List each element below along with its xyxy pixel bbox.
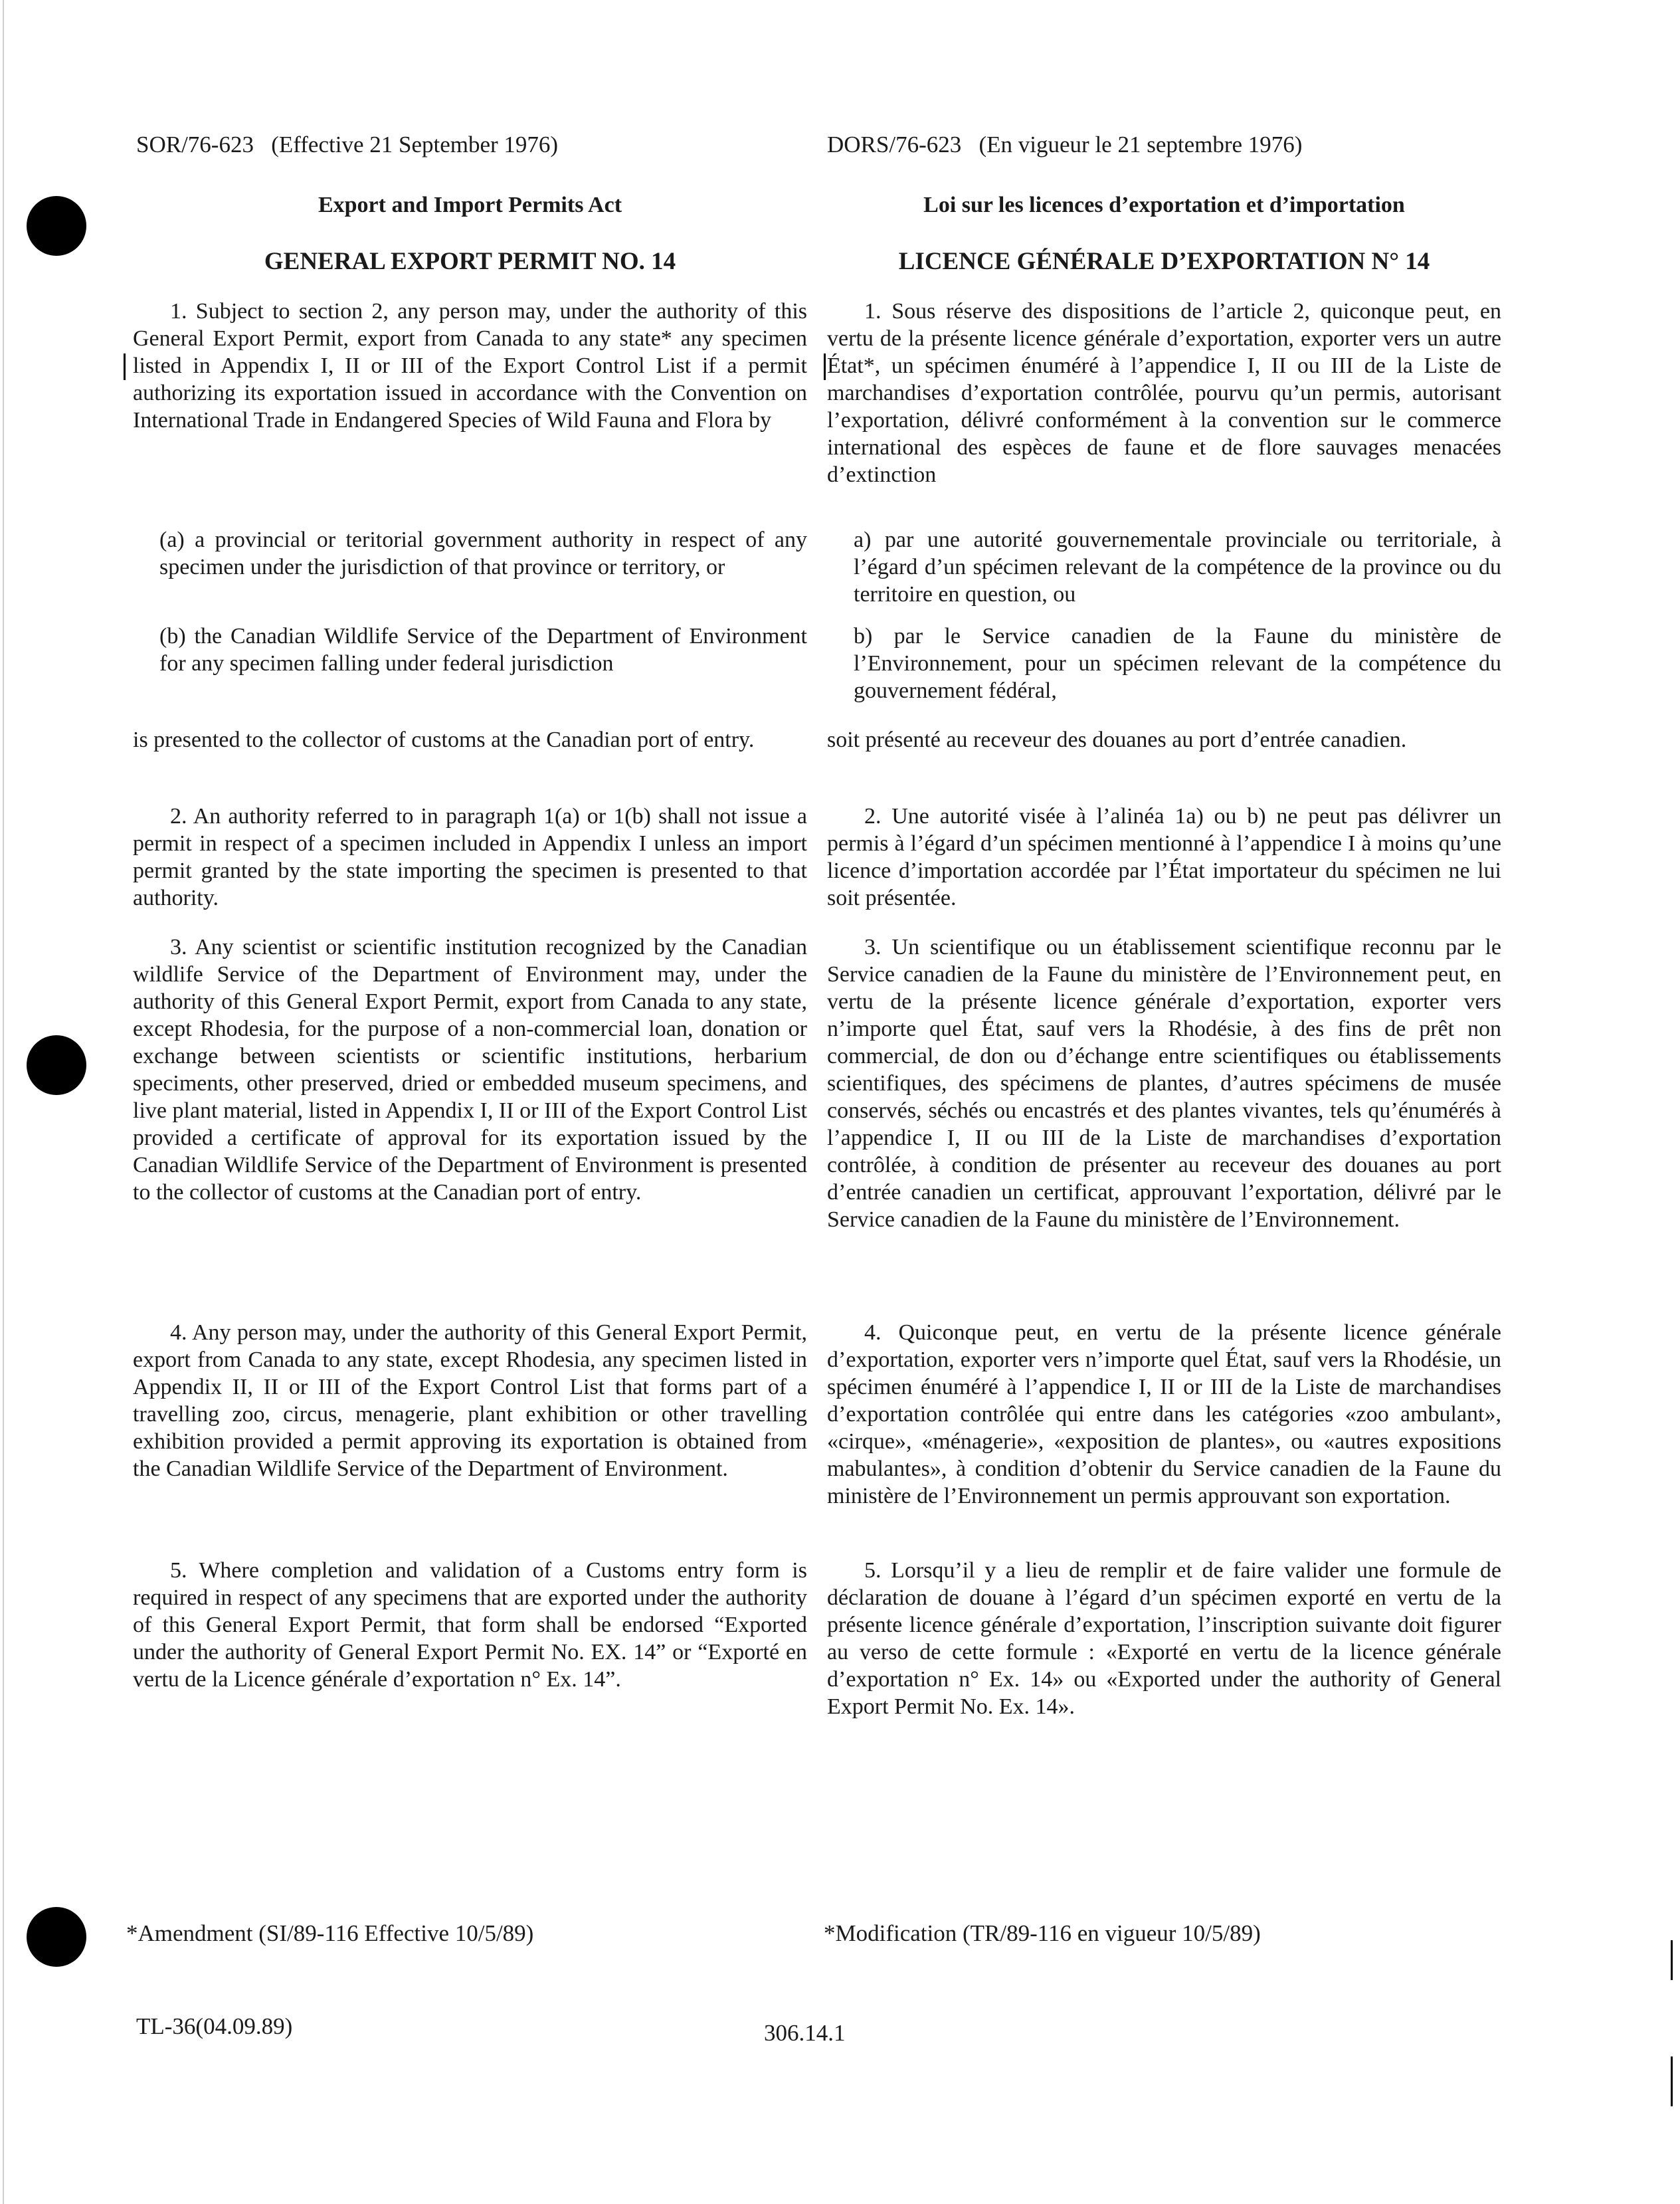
section-1a-fr: a) par une autorité gouvernementale provinciale ou territoriale, à l’égard d’un spécimen relevant de la compétence de la province ou du territoire en question, ou bbox=[854, 528, 1501, 607]
section-1-en: 1. Subject to section 2, any person may, under the authority of this General Export Permit, export from Canada to any state* any specimen listed in Appendix I, II or III of the Export Control List if a permit authorizing its exportation issued in accordance with the Convention on International Trade in Endangered Species of Wild Fauna and Flora by bbox=[133, 299, 807, 433]
release-code: TL-36(04.09.89) bbox=[136, 2013, 293, 2039]
section-3-en: 3. Any scientist or scientific institution recognized by the Canadian wildlife Service of the Department of Environment may, under the authority of this General Export Permit, export from Canada to any state, except Rhodesia, for the purpose of a non-commercial loan, donation or exchange between scientists or scientific institutions, herbarium speciments, other preserved, dried or embedded museum specimens, and live plant material, listed in Appendix I, II or III of the Export Control List provided a certificate of approval for its exportation issued by the Canadian Wildlife Service of the Department of Environment is presented to the collector of customs at the Canadian port of entry. bbox=[133, 935, 807, 1205]
page-number: 306.14.1 bbox=[764, 2020, 846, 2046]
revision-bar-fr bbox=[824, 353, 826, 380]
section-1a-en: (a) a provincial or teritorial government authority in respect of any specimen under the jurisdiction of that province or territory, or bbox=[159, 528, 807, 579]
section-5-fr: 5. Lorsqu’il y a lieu de remplir et de faire valider une formule de déclaration de douane à l’égard d’un spécimen exporté en vertu de la présente licence générale d’exportation, l’inscription suivante doit figurer au verso de cette formule : «Exporté en vertu de la licence générale d’exportation n° Ex. 14» ou «Exported under the authority of General Export Permit No. Ex. 14». bbox=[827, 1558, 1501, 1719]
section-5-en: 5. Where completion and validation of a Customs entry form is required in respect of any specimens that are exported under the authority of this General Export Permit, that form shall be endorsed “Exported under the authority of General Export Permit No. EX. 14” or “Exporté en vertu de la Licence générale d’exportation n° Ex. 14”. bbox=[133, 1558, 807, 1692]
section-1-fr: 1. Sous réserve des dispositions de l’article 2, quiconque peut, en vertu de la présente licence générale d’exportation, exporter vers un autre État*, un spécimen énuméré à l’appendice I, II ou III de la Liste de marchandises d’exportation contrôlée, pourvu qu’un permis, autorisant l’exportation, délivré conformément à la convention sur le commerce international des espèces de faune et de flore sauvages menacées d’extinction bbox=[827, 299, 1501, 487]
binder-hole-middle bbox=[27, 1035, 86, 1095]
section-3-fr: 3. Un scientifique ou un établissement scientifique reconnu par le Service canadien de la Faune du ministère de l’Environnement peut, en vertu de la présente licence générale d’exportation, exporter vers n’importe quel État, sauf vers la Rhodésie, à des fins de prêt non commercial, de don ou d’échange entre scientifiques ou établissements scientifiques, des spécimens de plantes, d’autres spécimens de musée conservés, séchés ou encastrés et des plantes vivantes, tels qu’énumérés à l’appendice I, II ou III de la Liste de marchandises d’exportation contrôlée, à condition de présenter au receveur des douanes au port d’entrée canadien un certificat, approuvant l’exportation, délivré par le Service canadien de la Faune du ministère de l’Environnement. bbox=[827, 935, 1501, 1232]
section-1-closing-fr: soit présenté au receveur des douanes au port d’entrée canadien. bbox=[827, 728, 1407, 752]
document-reference-fr: DORS/76-623 (En vigueur le 21 septembre 1976) bbox=[827, 132, 1303, 157]
act-title-en: Export and Import Permits Act bbox=[318, 193, 622, 217]
amendment-footnote-en: *Amendment (SI/89-116 Effective 10/5/89) bbox=[126, 1920, 534, 1946]
binder-hole-top bbox=[27, 196, 86, 256]
document-reference-en: SOR/76-623 (Effective 21 September 1976) bbox=[136, 132, 559, 157]
scan-edge-mark-right-top bbox=[1671, 1940, 1673, 1980]
section-4-fr: 4. Quiconque peut, en vertu de la présente licence générale d’exportation, exporter vers n’importe quel État, sauf vers la Rhodésie, un spécimen énuméré à l’appendice I, II or III de la Liste de marchandises d’exportation contrôlée qui entre dans les catégories «zoo ambulant», «cirque», «ménagerie», «exposition de plantes», ou «autres expositions mabulantes», à condition d’obtenir du Service canadien de la Faune du ministère de l’Environnement un permis approuvant son exportation. bbox=[827, 1320, 1501, 1508]
revision-bar-en bbox=[124, 353, 126, 380]
permit-title-en: GENERAL EXPORT PERMIT NO. 14 bbox=[264, 248, 676, 275]
section-4-en: 4. Any person may, under the authority of this General Export Permit, export from Canada to any state, except Rhodesia, any specimen listed in Appendix II, II or III of the Export Control List that forms part of a travelling zoo, circus, menagerie, plant exhibition or other travelling exhibition provided a permit approving its exportation is obtained from the Canadian Wildlife Service of the Department of Environment. bbox=[133, 1320, 807, 1481]
binder-hole-bottom bbox=[27, 1907, 86, 1967]
section-1b-en: (b) the Canadian Wildlife Service of the Department of Environment for any specimen falling under federal jurisdiction bbox=[159, 624, 807, 676]
scan-edge-mark-right-bottom bbox=[1671, 2056, 1673, 2106]
section-2-en: 2. An authority referred to in paragraph 1(a) or 1(b) shall not issue a permit in respect of a specimen included in Appendix I unless an import permit granted by the state importing the specimen is presented to that authority. bbox=[133, 804, 807, 910]
section-1b-fr: b) par le Service canadien de la Faune du ministère de l’Environnement, pour un spécimen relevant de la compétence du gouvernement fédéral, bbox=[854, 624, 1501, 703]
amendment-footnote-fr: *Modification (TR/89-116 en vigueur 10/5/89) bbox=[824, 1920, 1261, 1946]
scan-edge-line-left bbox=[3, 0, 4, 2204]
section-2-fr: 2. Une autorité visée à l’alinéa 1a) ou b) ne peut pas délivrer un permis à l’égard d’un spécimen mentionné à l’appendice I à moins qu’une licence d’importation accordée par l’État importateur du spécimen ne lui soit présentée. bbox=[827, 804, 1501, 910]
act-title-fr: Loi sur les licences d’exportation et d’importation bbox=[923, 193, 1405, 217]
permit-title-fr: LICENCE GÉNÉRALE D’EXPORTATION N° 14 bbox=[898, 248, 1430, 275]
section-1-closing-en: is presented to the collector of customs at the Canadian port of entry. bbox=[133, 728, 755, 752]
